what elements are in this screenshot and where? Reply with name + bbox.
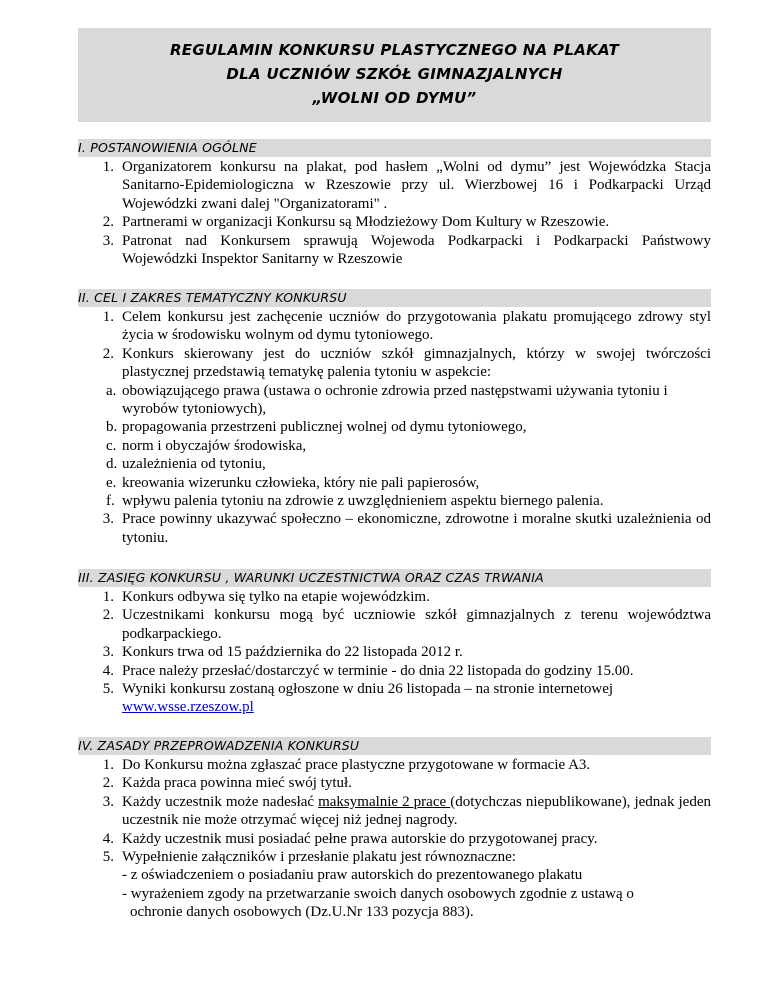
list-item: 1. Celem konkursu jest zachęcenie uczniów do przygotowania plakatu promującego zdrowy styl życia w środowisku wolnym od dymu tytoniowego. bbox=[102, 309, 711, 344]
sublist-item: a. obowiązującego prawa (ustawa o ochronie zdrowia przed następstwami używania tytoniu i wyrobów tytoniowych), bbox=[106, 382, 668, 418]
list-item: 3. Konkurs trwa od 15 października do 22 listopada 2012 r. bbox=[102, 644, 463, 661]
title-line-1: REGULAMIN KONKURSU PLASTYCZNEGO NA PLAKAT bbox=[169, 41, 620, 59]
list-item: 4. Prace należy przesłać/dostarczyć w terminie - do dnia 22 listopada do godziny 15.00. bbox=[102, 662, 634, 679]
list-item: 2. Uczestnikami konkursu mogą być uczniowie szkół gimnazjalnych z terenu województwa podkarpackiego. bbox=[102, 607, 711, 642]
website-link[interactable]: www.wsse.rzeszow.pl bbox=[122, 699, 254, 716]
list-item: 3. Patronat nad Konkursem sprawują Wojewoda Podkarpacki i Podkarpacki Państwowy Wojewódzki Inspektor Sanitarny w Rzeszowie bbox=[102, 232, 711, 268]
list-item: 3. Prace powinny ukazywać społeczno – ekonomiczne, zdrowotne i moralne skutki uzależnienia od tytoniu. bbox=[102, 511, 711, 546]
list-item: 2. Partnerami w organizacji Konkursu są Młodzieżowy Dom Kultury w Rzeszowie. bbox=[102, 214, 610, 231]
aspect-sublist bbox=[106, 382, 711, 511]
sublist-item: b. propagowania przestrzeni publicznej wolnej od dymu tytoniowego, bbox=[106, 419, 527, 436]
list-item: 5. Wyniki konkursu zostaną ogłoszone w dniu 26 listopada – na stronie internetowej www.wsse.rzeszow.pl bbox=[102, 681, 614, 716]
underlined-max-entries: maksymalnie 2 prace bbox=[318, 793, 451, 810]
section-1-heading: I. POSTANOWIENIA OGÓLNE bbox=[78, 139, 711, 157]
sublist-item: f. wpływu palenia tytoniu na zdrowie z uwzględnieniem aspektu biernego palenia. bbox=[106, 493, 604, 510]
section-4-list bbox=[78, 756, 711, 922]
document-title-box bbox=[78, 28, 711, 122]
section-1-list bbox=[78, 158, 711, 268]
list-item: 4. Każdy uczestnik musi posiadać pełne prawa autorskie do przygotowanej pracy. bbox=[102, 830, 598, 847]
section-2-heading: II. CEL I ZAKRES TEMATYCZNY KONKURSU bbox=[78, 289, 711, 307]
sublist-item: c. norm i obyczajów środowiska, bbox=[106, 437, 307, 454]
list-item: 3. Każdy uczestnik może nadesłać maksymalnie 2 prace (dotychczas niepublikowane), jednak jeden uczestnik nie może otrzymać więcej niż jednej nagrody. bbox=[102, 793, 711, 829]
list-item: 1. Do Konkursu można zgłaszać prace plastyczne przygotowane w formacie A3. bbox=[102, 757, 591, 773]
title-line-3: „WOLNI OD DYMU” bbox=[312, 89, 477, 107]
list-item: 2. Każda praca powinna mieć swój tytuł. bbox=[102, 775, 352, 792]
dash-line: ochronie danych osobowych (Dz.U.Nr 133 pozycja 883). bbox=[130, 904, 474, 921]
section-3-list bbox=[78, 588, 711, 717]
section-3-heading: III. ZASIĘG KONKURSU , WARUNKI UCZESTNICTWA ORAZ CZAS TRWANIA bbox=[78, 569, 711, 587]
section-4-heading: IV. ZASADY PRZEPROWADZENIA KONKURSU bbox=[78, 737, 711, 755]
list-item: 1. Organizatorem konkursu na plakat, pod hasłem „Wolni od dymu” jest Wojewódzka Stacja Sanitarno-Epidemiologiczna w Rzeszowie przy ul. Wierzbowej 16 i Podkarpacki Urząd Wojewódzki zwani dalej "Organizatorami" . bbox=[102, 159, 711, 212]
dash-line: - wyrażeniem zgody na przetwarzanie swoich danych osobowych zgodnie z ustawą o bbox=[122, 885, 634, 902]
dash-line: - z oświadczeniem o posiadaniu praw autorskich do prezentowanego plakatu bbox=[122, 867, 583, 884]
sublist-item: e. kreowania wizerunku człowieka, który nie pali papierosów, bbox=[106, 474, 480, 491]
list-item: 5. Wypełnienie załączników i przesłanie plakatu jest równoznaczne: - z oświadczeniem o posiadaniu praw autorskich do prezentowanego plakatu - wyrażeniem zgody na przetwarzanie swoich danych osobowych zgodnie z ustawą o ochronie danych osobowych (Dz.U.Nr 133 pozycja 883). bbox=[78, 848, 711, 922]
list-item: 2. Konkurs skierowany jest do uczniów szkół gimnazjalnych, którzy w swojej twórczości plastycznej przedstawią tematykę palenia tytoniu w aspekcie: a. obowiązującego prawa (ustawa o ochronie zdrowia przed następstwami używania tytoniu i wyrobów tytoniowych), b. propagowania przestrzeni publicznej wolnej od dymu tytoniowego, c. norm i obyczajów środowiska, d. uzależnienia od tytoniu, e. kreowania wizerunku człowieka, który nie pali papierosów, f. wpływu palenia tytoniu na zdrowie z uwzględnieniem aspektu biernego palenia. bbox=[102, 345, 711, 510]
sublist-item: d. uzależnienia od tytoniu, bbox=[106, 456, 266, 473]
section-2-list bbox=[78, 308, 711, 547]
list-item: 1. Konkurs odbywa się tylko na etapie wojewódzkim. bbox=[102, 589, 430, 605]
title-line-2: DLA UCZNIÓW SZKÓŁ GIMNAZJALNYCH bbox=[226, 65, 563, 83]
